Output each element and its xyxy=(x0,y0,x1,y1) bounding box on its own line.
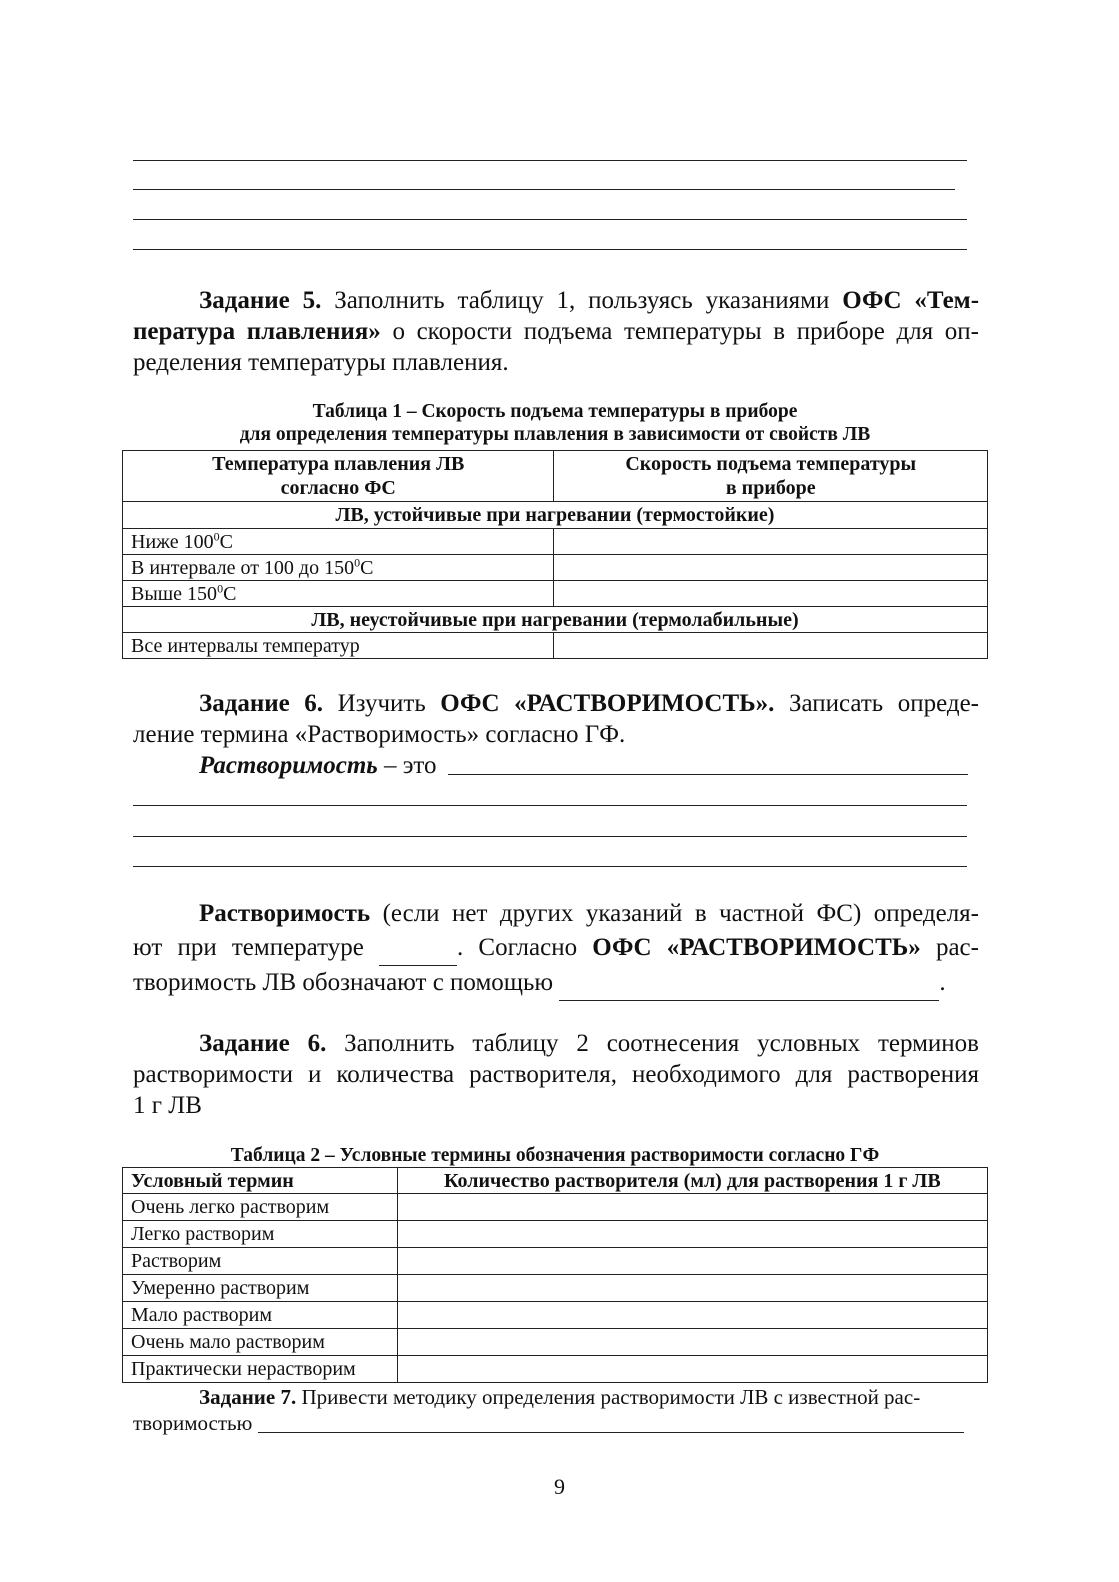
table1-answer-cell[interactable] xyxy=(554,555,988,581)
answer-line[interactable] xyxy=(133,249,967,250)
notation-blank[interactable] xyxy=(559,966,939,1001)
task6a-label: Задание 6. xyxy=(199,690,324,717)
table2-answer-cell[interactable] xyxy=(397,1221,987,1248)
temperature-blank[interactable] xyxy=(379,931,457,966)
answer-line[interactable] xyxy=(133,189,955,190)
answer-line[interactable] xyxy=(133,866,967,867)
table2-answer-cell[interactable] xyxy=(397,1194,987,1221)
definition-term: Растворимость xyxy=(199,752,378,779)
table1-row-label: Выше $150^0С$ xyxy=(123,581,554,607)
table2-header-col2: Количество растворителя (мл) для растворения 1 г ЛВ xyxy=(397,1168,987,1194)
table2-term: Умеренно растворим xyxy=(123,1275,398,1302)
answer-line[interactable] xyxy=(133,219,967,220)
table2-term: Очень мало растворим xyxy=(123,1329,398,1356)
table1-row-label: Все интервалы температур xyxy=(123,633,554,659)
table2-answer-cell[interactable] xyxy=(397,1302,987,1329)
table1 xyxy=(122,450,988,659)
table2 xyxy=(122,1167,988,1383)
table1-answer-cell[interactable] xyxy=(554,633,988,659)
table2-answer-cell[interactable] xyxy=(397,1329,987,1356)
table2-term: Мало растворим xyxy=(123,1302,398,1329)
task7-label: Задание 7. xyxy=(199,1385,297,1409)
task7-answer-line[interactable] xyxy=(258,1432,964,1433)
answer-line[interactable] xyxy=(133,836,967,837)
table2-header-col1: Условный термин xyxy=(123,1168,398,1194)
solubility-word: Растворимость xyxy=(199,900,371,927)
solubility-paragraph: Растворимость (если нет других указаний в частной ФС) определя- ют при температуре . Согласно ОФС «РАСТВОРИМОСТЬ» рас- творимость ЛВ обозначают с помощью . xyxy=(133,897,979,1001)
table1-answer-cell[interactable] xyxy=(554,581,988,607)
definition-line: Растворимость – это xyxy=(199,752,437,779)
task6a-paragraph: Задание 6. Изучить ОФС «РАСТВОРИМОСТЬ». Записать опреде- ление термина «Растворимость» согласно ГФ. xyxy=(133,690,980,748)
task6b-label: Задание 6. xyxy=(199,1030,327,1057)
table2-answer-cell[interactable] xyxy=(397,1248,987,1275)
table2-term: Легко растворим xyxy=(123,1221,398,1248)
table1-row-label: В интервале от 100 до $150^0С$ xyxy=(123,555,554,581)
table2-answer-cell[interactable] xyxy=(397,1356,987,1383)
task5-paragraph: Задание 5. Заполнить таблицу 1, пользуясь указаниями ОФС «Тем- пература плавления» о скорости подъема температуры в приборе для оп- ределения температуры плавления. xyxy=(133,287,980,376)
table1-group-thermostable: ЛВ, устойчивые при нагревании (термостойкие) xyxy=(123,502,988,529)
table2-term: Очень легко растворим xyxy=(123,1194,398,1221)
table2-term: Растворим xyxy=(123,1248,398,1275)
table1-caption: Таблица 1 – Скорость подъема температуры в приборе для определения температуры плавления в зависимости от свойств ЛВ xyxy=(239,401,871,445)
task6b-paragraph: Задание 6. Заполнить таблицу 2 соотнесения условных терминов растворимости и количества растворителя, необходимого для растворения 1 г ЛВ xyxy=(133,1030,979,1119)
table2-caption: Таблица 2 – Условные термины обозначения растворимости согласно ГФ xyxy=(230,1145,880,1166)
definition-answer-line[interactable] xyxy=(448,774,968,775)
table1-header-col1: Температура плавления ЛВ согласно ФС xyxy=(123,451,554,502)
task7-paragraph: Задание 7. Привести методику определения растворимости ЛВ с известной рас- творимостью xyxy=(133,1385,921,1435)
table1-row-label: Ниже $100^0С$ xyxy=(123,529,554,555)
table2-answer-cell[interactable] xyxy=(397,1275,987,1302)
page-number: 9 xyxy=(554,1474,565,1499)
table1-group-thermolabile: ЛВ, неустойчивые при нагревании (термолабильные) xyxy=(123,607,988,633)
answer-line[interactable] xyxy=(133,160,967,161)
task5-label: Задание 5. xyxy=(199,287,322,314)
table1-answer-cell[interactable] xyxy=(554,529,988,555)
table1-header-col2: Скорость подъема температуры в приборе xyxy=(554,451,988,502)
answer-line[interactable] xyxy=(133,805,967,806)
table2-term: Практически нерастворим xyxy=(123,1356,398,1383)
